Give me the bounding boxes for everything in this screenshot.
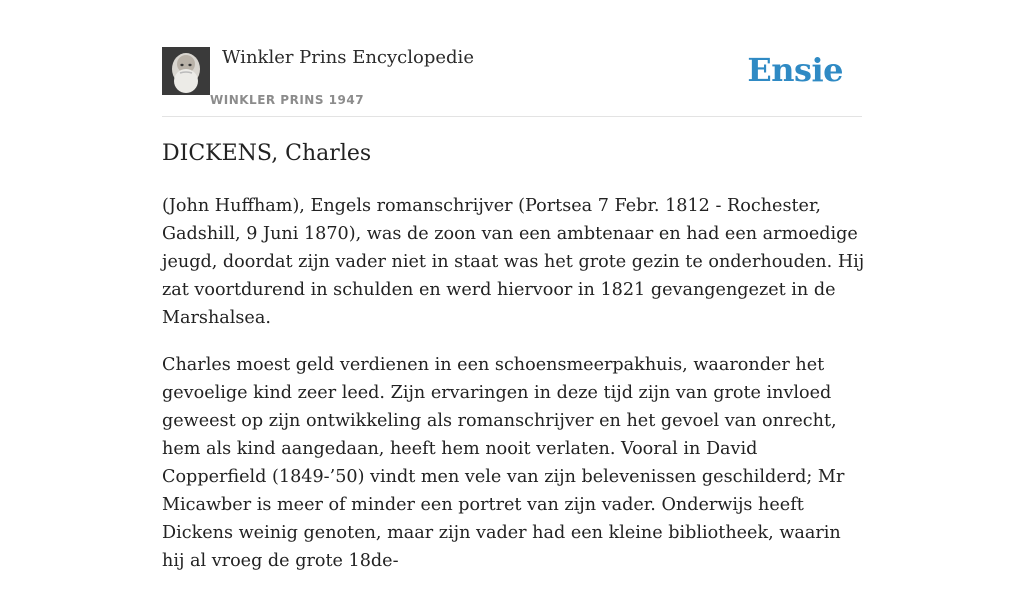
article-paragraph: Charles moest geld verdienen in een schoensmeerpakhuis, waaronder het gevoelige kind zeer leed. Zijn ervaringen in deze tijd zijn van grote invloed geweest op zijn ontwikkeling als romanschrijver en het gevoel van onrecht, hem als kind aangedaan, heeft hem nooit verlaten. Vooral in David Copperfield (1849-’50) vindt men vele van zijn belevenissen geschilderd; Mr Micawber is meer of minder een portret van zijn vader. Onderwijs heeft Dickens weinig genoten, maar zijn vader had een kleine bibliotheek, waarin hij al vroeg de grote 18de- <box>162 355 845 571</box>
article-title: DICKENS, Charles <box>162 141 372 166</box>
source-title[interactable]: Winkler Prins Encyclopedie <box>222 47 474 68</box>
portrait-icon <box>162 47 210 95</box>
brand-logo[interactable]: Ensie <box>747 51 843 89</box>
source-subtitle[interactable]: WINKLER PRINS 1947 <box>210 93 365 107</box>
author-avatar[interactable] <box>162 47 210 95</box>
article-paragraph: (John Huffham), Engels romanschrijver (Portsea 7 Febr. 1812 - Rochester, Gadshill, 9 Juni 1870), was de zoon van een ambtenaar en had een armoedige jeugd, doordat zijn vader niet in staat was het grote gezin te onderhouden. Hij zat voortdurend in schulden en werd hiervoor in 1821 gevangengezet in de Marshalsea. <box>162 196 865 328</box>
source-header <box>162 46 862 117</box>
article-body <box>162 192 867 594</box>
